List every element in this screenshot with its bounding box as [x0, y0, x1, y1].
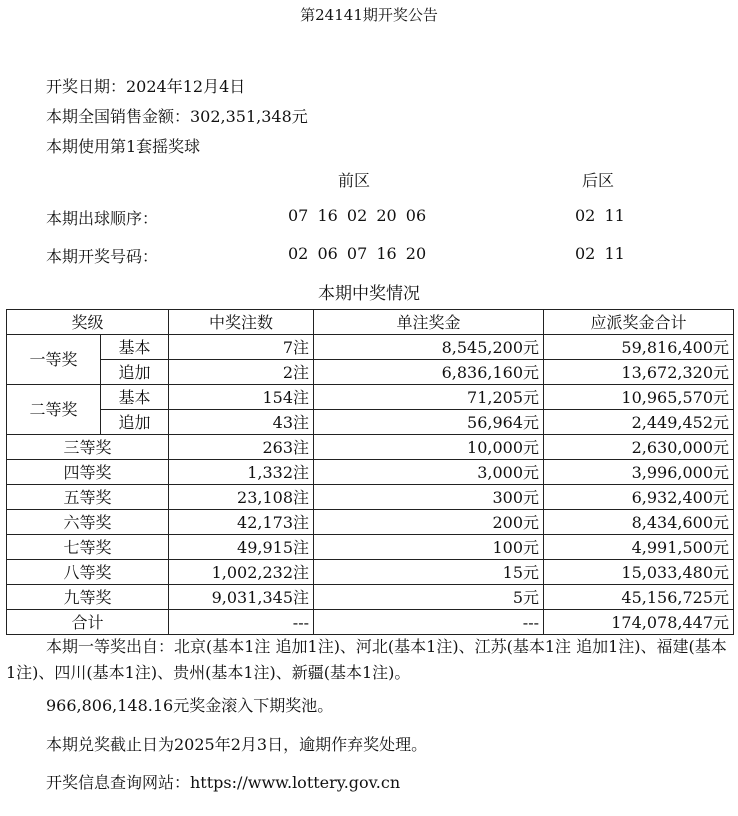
table-row	[7, 510, 734, 535]
count-cell: 23,108注	[169, 485, 314, 510]
unit-prize-cell: 6,836,160元	[314, 360, 544, 385]
table-row	[7, 385, 734, 410]
total-cell: 174,078,447元	[544, 610, 734, 635]
unit-prize-cell: 56,964元	[314, 410, 544, 435]
back-zone-label: 后区	[582, 171, 615, 190]
table-row	[7, 585, 734, 610]
winning-numbers-label: 本期开奖号码：	[46, 247, 159, 266]
first-prize-regions: 本期一等奖出自：北京(基本1注 追加1注)、河北(基本1注)、江苏(基本1注 追加1注)、福建(基本1注)、四川(基本1注)、贵州(基本1注)、新疆(基本1注)。	[6, 637, 727, 682]
total-cell: 8,434,600元	[544, 510, 734, 535]
table-row	[7, 335, 734, 360]
unit-prize-cell: 15元	[314, 560, 544, 585]
total-cell: 6,932,400元	[544, 485, 734, 510]
unit-prize-cell: 200元	[314, 510, 544, 535]
table-row	[7, 410, 734, 435]
count-cell: 1,332注	[169, 460, 314, 485]
level-cell: 五等奖	[7, 485, 169, 510]
total-cell: 2,449,452元	[544, 410, 734, 435]
level-cell: 合计	[7, 610, 169, 635]
unit-prize-cell: 8,545,200元	[314, 335, 544, 360]
unit-prize-cell: 3,000元	[314, 460, 544, 485]
total-cell: 13,672,320元	[544, 360, 734, 385]
total-cell: 59,816,400元	[544, 335, 734, 360]
table-row	[7, 485, 734, 510]
total-cell: 2,630,000元	[544, 435, 734, 460]
table-title: 本期中奖情况	[318, 284, 420, 304]
draw-order-front: 07 16 02 20 06	[288, 206, 427, 225]
level-cell: 八等奖	[7, 560, 169, 585]
sub-extra: 追加	[101, 360, 169, 385]
draw-date: 开奖日期：2024年12月4日	[46, 77, 246, 96]
count-cell: 7注	[169, 335, 314, 360]
header-count: 中奖注数	[169, 310, 314, 335]
winning-numbers-front: 02 06 07 16 20	[288, 244, 427, 263]
level-cell: 九等奖	[7, 585, 169, 610]
table-row	[7, 535, 734, 560]
table-row	[7, 460, 734, 485]
prize-pool-note: 966,806,148.16元奖金滚入下期奖池。	[46, 696, 334, 715]
total-cell: 10,965,570元	[544, 385, 734, 410]
total-cell: 45,156,725元	[544, 585, 734, 610]
level-first: 一等奖	[7, 335, 101, 385]
unit-prize-cell: 10,000元	[314, 435, 544, 460]
header-total: 应派奖金合计	[544, 310, 734, 335]
table-header-row	[7, 310, 734, 335]
sub-extra: 追加	[101, 410, 169, 435]
draw-order-label: 本期出球顺序：	[46, 209, 159, 228]
unit-prize-cell: ---	[314, 610, 544, 635]
count-cell: 43注	[169, 410, 314, 435]
sub-basic: 基本	[101, 335, 169, 360]
website-note: 开奖信息查询网站：https://www.lottery.gov.cn	[46, 773, 401, 792]
count-cell: 154注	[169, 385, 314, 410]
count-cell: 1,002,232注	[169, 560, 314, 585]
level-cell: 七等奖	[7, 535, 169, 560]
level-cell: 六等奖	[7, 510, 169, 535]
level-second: 二等奖	[7, 385, 101, 435]
total-cell: 4,991,500元	[544, 535, 734, 560]
sub-basic: 基本	[101, 385, 169, 410]
ball-set: 本期使用第1套摇奖球	[46, 137, 201, 156]
unit-prize-cell: 5元	[314, 585, 544, 610]
count-cell: 263注	[169, 435, 314, 460]
winning-numbers-back: 02 11	[575, 244, 625, 263]
count-cell: 9,031,345注	[169, 585, 314, 610]
total-cell: 15,033,480元	[544, 560, 734, 585]
unit-prize-cell: 71,205元	[314, 385, 544, 410]
level-cell: 三等奖	[7, 435, 169, 460]
count-cell: ---	[169, 610, 314, 635]
count-cell: 49,915注	[169, 535, 314, 560]
front-zone-label: 前区	[338, 171, 371, 190]
prize-table	[6, 309, 734, 635]
header-level: 奖级	[7, 310, 169, 335]
level-cell: 四等奖	[7, 460, 169, 485]
unit-prize-cell: 300元	[314, 485, 544, 510]
deadline-note: 本期兑奖截止日为2025年2月3日，逾期作弃奖处理。	[46, 735, 428, 754]
page-title: 第24141期开奖公告	[300, 6, 438, 24]
table-row	[7, 360, 734, 385]
total-cell: 3,996,000元	[544, 460, 734, 485]
table-row-total	[7, 610, 734, 635]
table-row	[7, 560, 734, 585]
table-row	[7, 435, 734, 460]
unit-prize-cell: 100元	[314, 535, 544, 560]
header-unit-prize: 单注奖金	[314, 310, 544, 335]
sales-amount: 本期全国销售金额：302,351,348元	[46, 107, 308, 126]
draw-order-back: 02 11	[575, 206, 625, 225]
count-cell: 2注	[169, 360, 314, 385]
count-cell: 42,173注	[169, 510, 314, 535]
